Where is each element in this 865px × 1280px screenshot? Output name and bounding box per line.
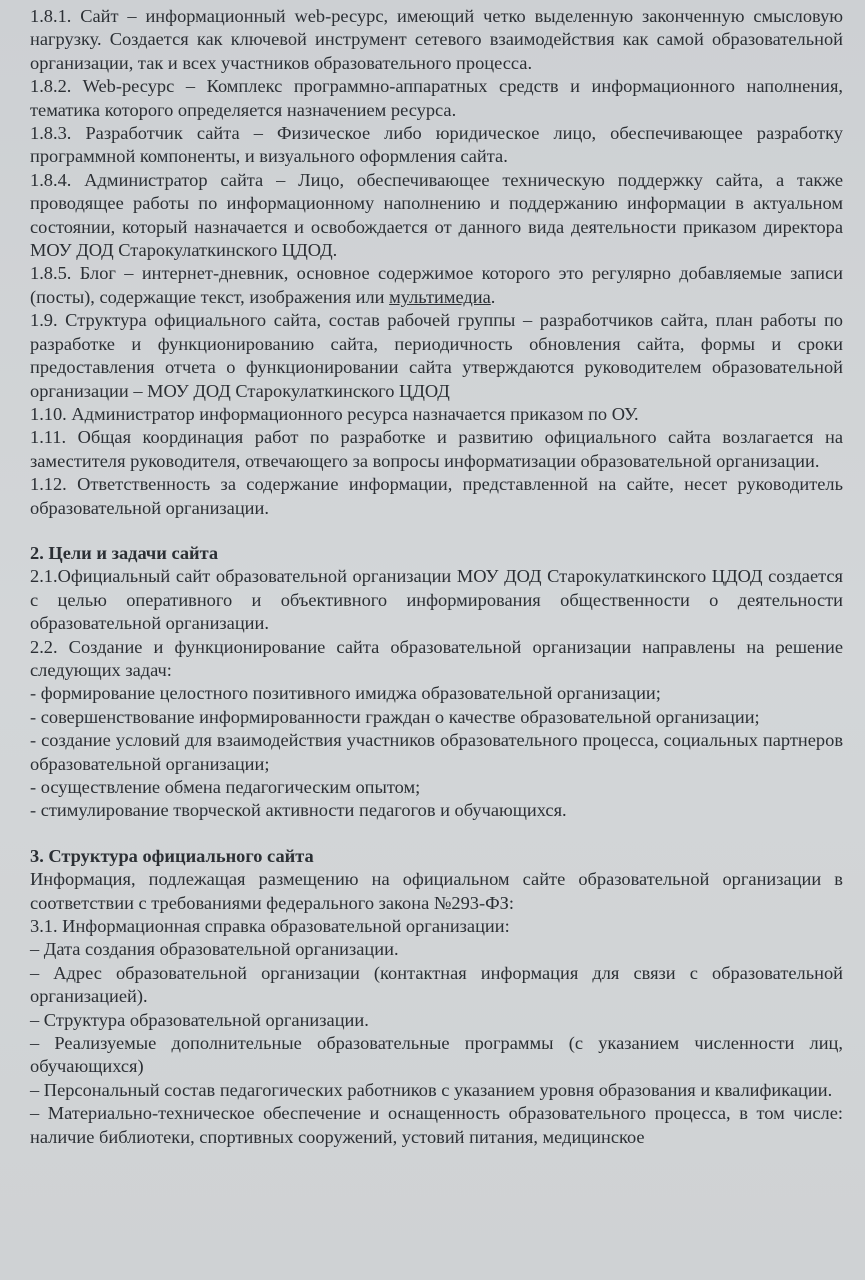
section-2-heading: 2. Цели и задачи сайта	[30, 542, 219, 563]
list-item: – Адрес образовательной организации (контактная информация для связи с образовательной организацией).	[30, 962, 843, 1007]
section-3-intro: Информация, подлежащая размещению на официальном сайте образовательной организации в соответствии с требованиями федерального закона №293-ФЗ:	[30, 869, 843, 913]
paragraph-1-8-5-end: .	[490, 286, 496, 307]
paragraph-1-8-2: 1.8.2. Web-ресурс – Комплекс программно-аппаратных средств и информационного наполнения, тематика которого определяется назначением ресурса.	[30, 76, 843, 120]
list-item: – Дата создания образовательной организации.	[30, 939, 399, 960]
paragraph-1-12: 1.12. Ответственность за содержание информации, представленной на сайте, несет руководитель образовательной организации.	[30, 474, 843, 518]
list-item: - совершенствование информированности граждан о качестве образовательной организации;	[30, 706, 760, 727]
list-item: – Структура образовательной организации.	[30, 1009, 369, 1030]
multimedia-link[interactable]: мультимедиа	[389, 286, 491, 307]
paragraph-1-8-4: 1.8.4. Администратор сайта – Лицо, обеспечивающее техническую поддержку сайта, а также проводящее работы по информационному наполнению и поддержанию информации в актуальном состоянии, который назначается и освобождается от данного вида деятельности приказом директора МОУ ДОД Старокулаткинского ЦДОД.	[30, 169, 843, 261]
list-item: – Материально-техническое обеспечение и оснащенность образовательного процесса, в том числе: наличие библиотеки, спортивных сооружений, устовий питания, медицинское	[30, 1103, 843, 1147]
paragraph-1-8-5	[30, 262, 843, 309]
paragraph-1-8-1: 1.8.1. Сайт – информационный web-ресурс, имеющий четко выделенную законченную смысловую нагрузку. Создается как ключевой инструмент сетевого взаимодействия как самой образовательной организации, так и всех участников образовательного процесса.	[30, 6, 843, 73]
paragraph-2-2: 2.2. Создание и функционирование сайта образовательной организации направлены на решение следующих задач:	[30, 636, 843, 680]
paragraph-1-11: 1.11. Общая координация работ по разработке и развитию официального сайта возлагается на заместителя руководителя, отвечающего за вопросы информатизации образовательной организации.	[30, 427, 843, 471]
paragraph-1-8-5-text: 1.8.5. Блог – интернет-дневник, основное содержимое которого это регулярно добавляемые записи (посты), содержащие текст, изображения или	[30, 263, 843, 307]
list-item: – Персональный состав педагогических работников с указанием уровня образования и квалификации.	[30, 1079, 833, 1100]
list-item: - формирование целостного позитивного имиджа образовательной организации;	[30, 683, 661, 704]
list-item: – Реализуемые дополнительные образовательные программы (с указанием численности лиц, обучающихся)	[30, 1033, 843, 1077]
list-item: - создание условий для взаимодействия участников образовательного процесса, социальных партнеров образовательной организации;	[30, 730, 843, 774]
list-item: - стимулирование творческой активности педагогов и обучающихся.	[30, 800, 567, 821]
paragraph-2-1: 2.1.Официальный сайт образовательной организации МОУ ДОД Старокулаткинского ЦДОД создается с целью оперативного и объективного информирования общественности о деятельности образовательной организации.	[30, 566, 843, 634]
list-item: - осуществление обмена педагогическим опытом;	[30, 777, 421, 797]
section-3-heading: 3. Структура официального сайта	[30, 845, 314, 866]
paragraph-1-9: 1.9. Структура официального сайта, состав рабочей группы – разработчиков сайта, план работы по разработке и функционированию сайта, периодичность обновления сайта, формы и сроки предоставления отчета о функционировании сайта утверждаются руководителем образовательной организации – МОУ ДОД Старокулаткинского ЦДОД	[30, 310, 843, 401]
paragraph-1-10: 1.10. Администратор информационного ресурса назначается приказом по ОУ.	[30, 403, 639, 424]
paragraph-1-8-3: 1.8.3. Разработчик сайта – Физическое либо юридическое лицо, обеспечивающее разработку программной компоненты, и визуального оформления сайта.	[30, 123, 843, 167]
paragraph-3-1: 3.1. Информационная справка образовательной организации:	[30, 916, 510, 937]
